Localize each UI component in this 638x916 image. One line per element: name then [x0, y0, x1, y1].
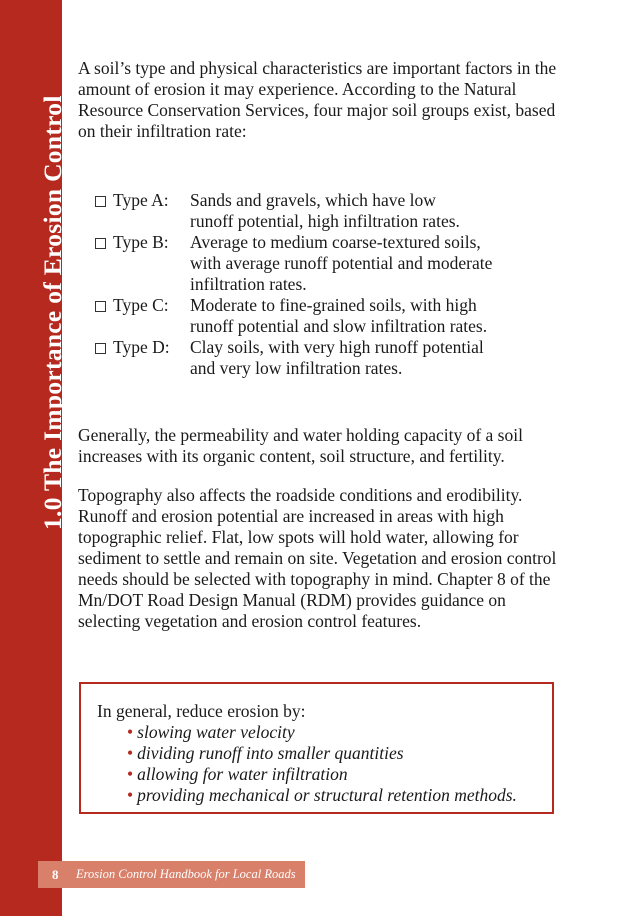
soil-type-label: Type D: [113, 337, 170, 357]
list-item [127, 764, 517, 785]
callout-item-text: providing mechanical or structural retention methods. [137, 785, 517, 805]
callout-item-text: slowing water velocity [137, 722, 295, 742]
checkbox-bullet-icon [95, 301, 106, 312]
callout-item-text: dividing runoff into smaller quantities [137, 743, 404, 763]
soil-type-item [95, 295, 555, 337]
callout-list [127, 722, 517, 806]
bullet-icon: • [127, 764, 134, 784]
soil-type-description-line: runoff potential, high infiltration rates. [190, 211, 460, 231]
soil-type-label: Type B: [113, 232, 169, 252]
bullet-icon: • [127, 785, 134, 805]
permeability-paragraph: Generally, the permeability and water holding capacity of a soil increases with its organic content, soil structure, and fertility. [78, 425, 523, 466]
bullet-icon: • [127, 722, 134, 742]
list-item [127, 785, 517, 806]
soil-type-description-line: with average runoff potential and moderate [190, 253, 493, 273]
footer-bar [38, 861, 305, 888]
chapter-title: 1.0 The Importance of Erosion Control [38, 95, 67, 530]
bullet-icon: • [127, 743, 134, 763]
soil-type-item [95, 337, 555, 379]
soil-type-description-line: Moderate to fine-grained soils, with high [190, 295, 477, 315]
soil-type-label: Type A: [113, 190, 169, 210]
soil-type-description-line: Average to medium coarse-textured soils, [190, 232, 481, 252]
soil-type-label: Type C: [113, 295, 169, 315]
callout-item-text: allowing for water infiltration [137, 764, 348, 784]
sidebar-band [0, 0, 67, 916]
checkbox-bullet-icon [95, 343, 106, 354]
checkbox-bullet-icon [95, 238, 106, 249]
page-number: 8 [52, 867, 59, 882]
checkbox-bullet-icon [95, 196, 106, 207]
topography-paragraph: Topography also affects the roadside conditions and erodibility. Runoff and erosion potential are increased in areas with high topographic relief. Flat, low spots will hold water, allowing for sediment to settle and remain on site. Vegetation and erosion control needs should be selected with topography in mind. Chapter 8 of the Mn/DOT Road Design Manual (RDM) provides guidance on selecting vegetation and erosion control features. [78, 485, 557, 631]
soil-type-description-line: runoff potential and slow infiltration rates. [190, 316, 488, 336]
intro-paragraph: A soil’s type and physical characteristics are important factors in the amount of erosion it may experience. According to the Natural Resource Conservation Services, four major soil groups exist, based on their infiltration rate: [78, 58, 557, 141]
soil-types-list [95, 190, 555, 379]
soil-type-item [95, 190, 555, 232]
soil-type-description-line: Sands and gravels, which have low [190, 190, 436, 210]
erosion-tips-callout [79, 682, 554, 814]
soil-type-item [95, 232, 555, 295]
list-item [127, 743, 517, 764]
callout-intro: In general, reduce erosion by: [97, 701, 306, 721]
soil-type-description-line: infiltration rates. [190, 274, 307, 294]
soil-type-description-line: Clay soils, with very high runoff potential [190, 337, 484, 357]
footer-title: Erosion Control Handbook for Local Roads [76, 867, 296, 881]
list-item [127, 722, 517, 743]
soil-type-description-line: and very low infiltration rates. [190, 358, 403, 378]
